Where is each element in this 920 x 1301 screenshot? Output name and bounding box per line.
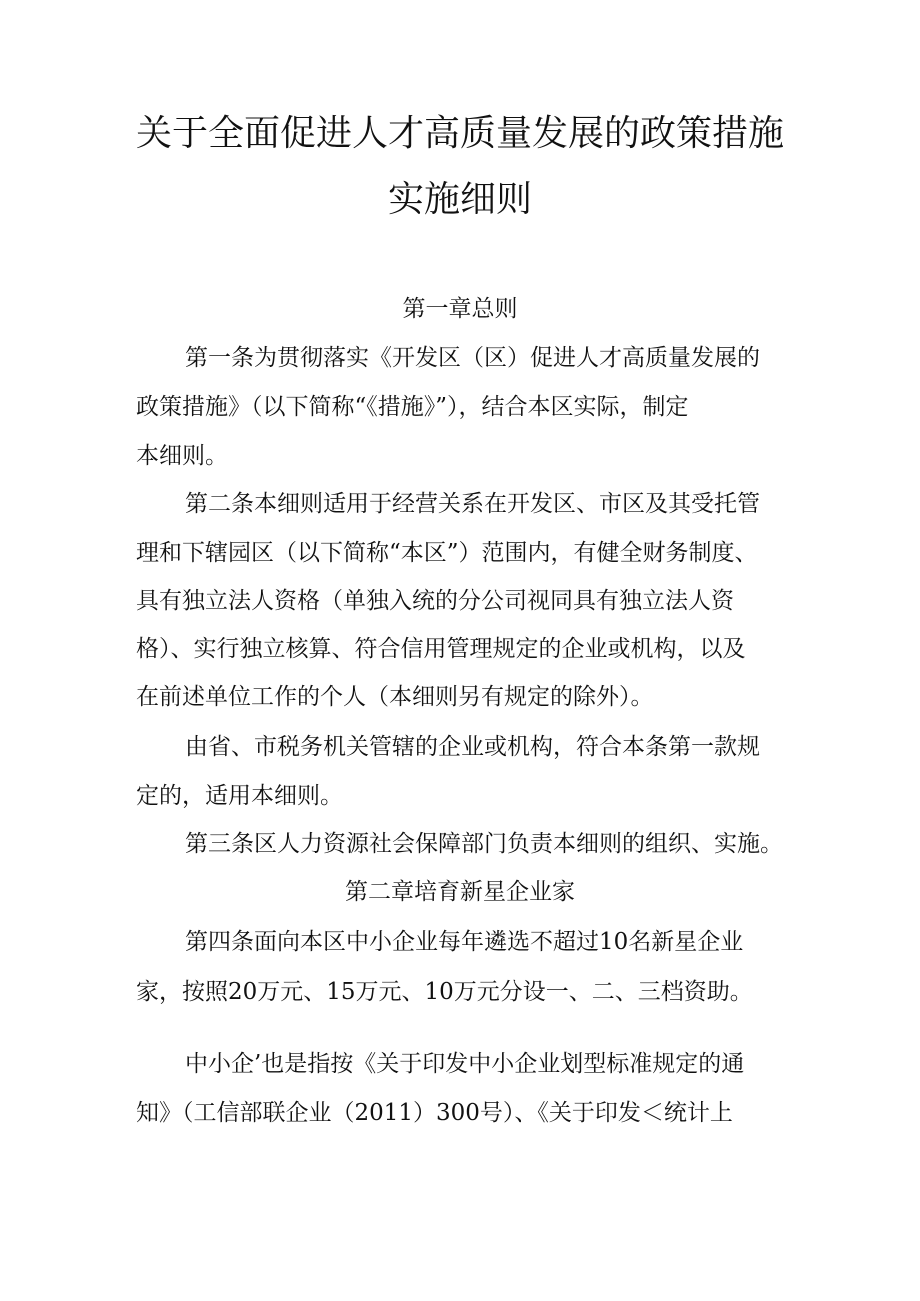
note-line-1: 中小企’也是指按《关于印发中小企业划型标准规定的通 xyxy=(185,1051,745,1077)
document-title-line-2: 实施细则 xyxy=(387,179,532,220)
article-3-line: 第三条区人力资源社会保障部门负责本细则的组织、实施。 xyxy=(185,831,783,857)
article-4-line-1: 第四条面向本区中小企业每年遴选不超过10名新星企业 xyxy=(185,929,744,955)
note-line-2: 知》（工信部联企业（2011）300号）、《关于印发＜统计上 xyxy=(136,1100,733,1126)
article-2-line-2: 理和下辖园区（以下简称“本区”）范围内，有健全财务制度、 xyxy=(136,540,758,566)
article-2-para-2-line-1: 由省、市税务机关管辖的企业或机构，符合本条第一款规 xyxy=(185,734,760,760)
chapter-2-heading: 第二章培育新星企业家 xyxy=(345,879,575,905)
article-1-line-1: 第一条为贯彻落实《开发区（区）促进人才高质量发展的 xyxy=(185,345,760,371)
article-1-line-2: 政策措施》（以下简称“《措施》”），结合本区实际，制定 xyxy=(136,394,689,420)
article-1-line-3: 本细则。 xyxy=(136,443,228,469)
article-2-para-2-line-2: 定的，适用本细则。 xyxy=(136,783,343,809)
document-title-line-1: 关于全面促进人才高质量发展的政策措施 xyxy=(135,113,784,154)
chapter-1-heading: 第一章总则 xyxy=(402,296,518,322)
article-2-line-4: 格）、实行独立核算、符合信用管理规定的企业或机构，以及 xyxy=(136,636,746,662)
article-4-line-2: 家，按照20万元、15万元、10万元分设一、二、三档资助。 xyxy=(136,979,753,1005)
article-2-line-3: 具有独立法人资格（单独入统的分公司视同具有独立法人资 xyxy=(136,588,734,614)
article-2-line-1: 第二条本细则适用于经营关系在开发区、市区及其受托管 xyxy=(185,491,760,517)
article-2-line-5: 在前述单位工作的个人（本细则另有规定的除外）。 xyxy=(136,684,654,710)
